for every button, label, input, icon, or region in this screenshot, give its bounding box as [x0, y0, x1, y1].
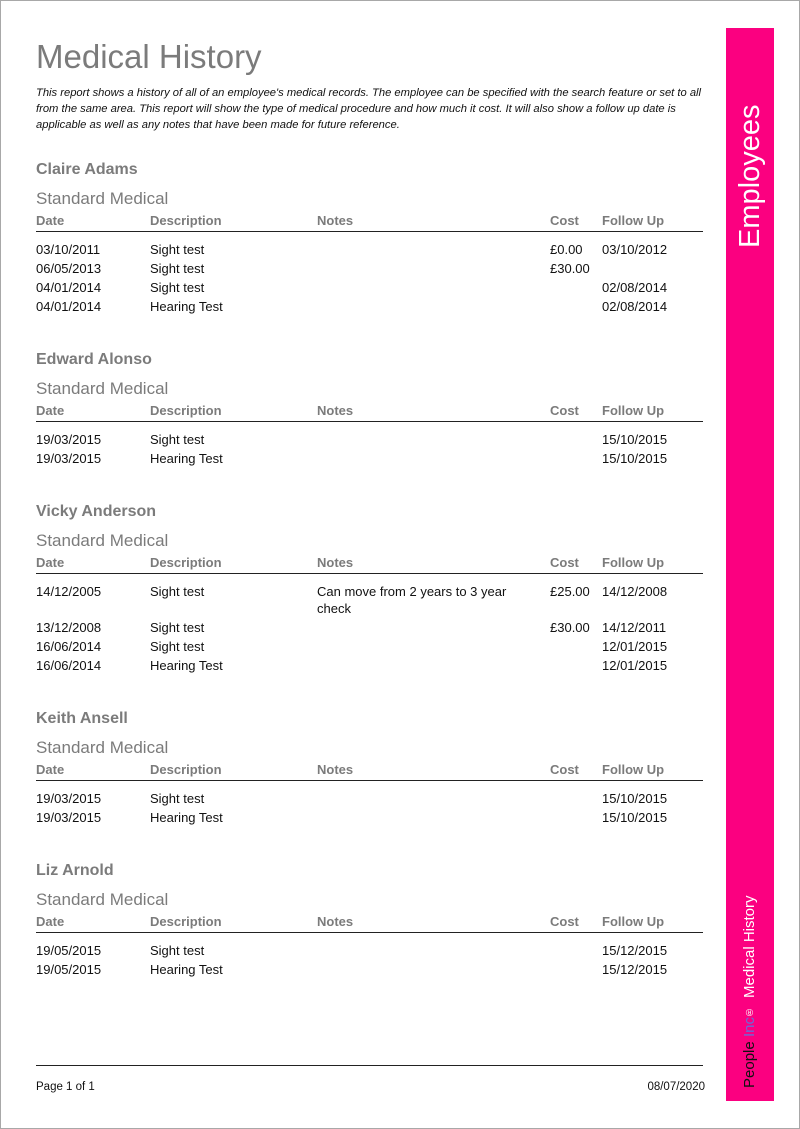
record-date: 14/12/2005	[36, 584, 102, 599]
column-header-notes: Notes	[317, 914, 354, 929]
table-row	[36, 638, 703, 657]
brand-registered-mark: ®	[744, 1006, 755, 1018]
column-header-follow-up: Follow Up	[602, 762, 665, 777]
column-header-cost: Cost	[550, 403, 579, 418]
record-date: 16/06/2014	[36, 639, 102, 654]
record-description: Sight test	[150, 280, 205, 295]
record-description: Hearing Test	[150, 810, 223, 825]
column-header-notes: Notes	[317, 213, 354, 228]
record-list	[36, 232, 703, 317]
table-row	[36, 431, 703, 450]
column-header-description: Description	[150, 762, 222, 777]
column-header-row	[36, 401, 703, 422]
record-cost: £30.00	[550, 261, 590, 276]
column-header-cost: Cost	[550, 914, 579, 929]
table-row	[36, 619, 703, 638]
record-notes: Can move from 2 years to 3 year check	[317, 584, 507, 616]
medical-category: Standard Medical	[36, 379, 169, 398]
record-cost: £0.00	[550, 242, 583, 257]
table-row	[36, 583, 703, 619]
record-date: 19/03/2015	[36, 432, 102, 447]
record-follow-up: 15/12/2015	[602, 943, 668, 958]
table-row	[36, 961, 703, 980]
footer-divider	[36, 1065, 703, 1066]
column-header-row	[36, 760, 703, 781]
record-description: Sight test	[150, 943, 205, 958]
report-content	[36, 151, 703, 980]
table-row	[36, 298, 703, 317]
employee-section	[36, 501, 703, 676]
column-header-follow-up: Follow Up	[602, 555, 665, 570]
record-date: 19/05/2015	[36, 943, 102, 958]
record-date: 19/03/2015	[36, 451, 102, 466]
table-row	[36, 942, 703, 961]
record-follow-up: 15/10/2015	[602, 810, 668, 825]
column-header-date: Date	[36, 213, 65, 228]
column-header-follow-up: Follow Up	[602, 213, 665, 228]
table-row	[36, 809, 703, 828]
medical-category: Standard Medical	[36, 738, 169, 757]
record-date: 13/12/2008	[36, 620, 102, 635]
record-follow-up: 14/12/2008	[602, 584, 668, 599]
employee-section	[36, 349, 703, 469]
print-date: 08/07/2020	[647, 1081, 705, 1093]
column-header-cost: Cost	[550, 555, 579, 570]
record-description: Sight test	[150, 791, 205, 806]
record-list	[36, 781, 703, 828]
record-follow-up: 02/08/2014	[602, 299, 668, 314]
column-header-date: Date	[36, 403, 65, 418]
record-date: 03/10/2011	[36, 242, 101, 257]
record-date: 06/05/2013	[36, 261, 102, 276]
employee-section	[36, 860, 703, 980]
column-header-description: Description	[150, 914, 222, 929]
record-description: Sight test	[150, 261, 205, 276]
record-follow-up: 02/08/2014	[602, 280, 668, 295]
record-list	[36, 422, 703, 469]
record-follow-up: 15/10/2015	[602, 432, 668, 447]
record-follow-up: 14/12/2011	[602, 620, 667, 635]
employee-name: Vicky Anderson	[36, 503, 157, 520]
brand-inc: Inc	[741, 1017, 758, 1038]
employee-name: Claire Adams	[36, 161, 138, 178]
column-header-description: Description	[150, 213, 222, 228]
record-list	[36, 574, 703, 676]
column-header-notes: Notes	[317, 762, 354, 777]
column-header-follow-up: Follow Up	[602, 403, 665, 418]
record-date: 19/03/2015	[36, 810, 102, 825]
column-header-cost: Cost	[550, 213, 579, 228]
medical-category: Standard Medical	[36, 890, 169, 909]
record-description: Hearing Test	[150, 658, 223, 673]
sidebar-brand	[734, 866, 766, 1088]
column-header-date: Date	[36, 555, 65, 570]
record-follow-up: 15/12/2015	[602, 962, 668, 977]
table-row	[36, 657, 703, 676]
record-follow-up: 15/10/2015	[602, 791, 668, 806]
record-date: 19/03/2015	[36, 791, 102, 806]
record-description: Hearing Test	[150, 962, 223, 977]
sidebar-band	[726, 28, 774, 1101]
brand-people: People	[741, 1041, 758, 1088]
record-follow-up: 12/01/2015	[602, 658, 668, 673]
record-description: Hearing Test	[150, 299, 223, 314]
record-date: 19/05/2015	[36, 962, 102, 977]
record-list	[36, 933, 703, 980]
table-row	[36, 790, 703, 809]
record-date: 04/01/2014	[36, 280, 102, 295]
employee-name: Liz Arnold	[36, 862, 114, 879]
column-header-row	[36, 553, 703, 574]
record-description: Sight test	[150, 584, 205, 599]
column-header-follow-up: Follow Up	[602, 914, 665, 929]
employee-name: Edward Alonso	[36, 351, 152, 368]
table-row	[36, 450, 703, 469]
report-intro: This report shows a history of all of an employee's medical records. The employee can be specified with the search feature or set to all from the same area. This report will show the type of medical procedure and how much it cost. It will also show a follow up date is applicable as well as any notes that have been made for future reference.	[36, 87, 702, 131]
sidebar-report-name: Medical History	[741, 895, 758, 998]
column-header-cost: Cost	[550, 762, 579, 777]
sidebar-title: Employees	[734, 104, 766, 248]
column-header-row	[36, 912, 703, 933]
column-header-date: Date	[36, 914, 65, 929]
record-description: Sight test	[150, 620, 205, 635]
table-row	[36, 241, 703, 260]
employee-section	[36, 708, 703, 828]
column-header-description: Description	[150, 555, 222, 570]
table-row	[36, 279, 703, 298]
record-follow-up: 03/10/2012	[602, 242, 668, 257]
column-header-notes: Notes	[317, 403, 354, 418]
column-header-row	[36, 211, 703, 232]
employee-section	[36, 159, 703, 317]
record-date: 04/01/2014	[36, 299, 102, 314]
record-description: Sight test	[150, 639, 205, 654]
record-follow-up: 15/10/2015	[602, 451, 668, 466]
record-cost: £25.00	[550, 584, 590, 599]
medical-category: Standard Medical	[36, 531, 169, 550]
record-follow-up: 12/01/2015	[602, 639, 668, 654]
record-cost: £30.00	[550, 620, 590, 635]
record-description: Hearing Test	[150, 451, 223, 466]
record-description: Sight test	[150, 242, 205, 257]
column-header-description: Description	[150, 403, 222, 418]
employee-name: Keith Ansell	[36, 710, 128, 727]
page-title: Medical History	[36, 38, 262, 75]
column-header-date: Date	[36, 762, 65, 777]
column-header-notes: Notes	[317, 555, 354, 570]
record-date: 16/06/2014	[36, 658, 102, 673]
record-description: Sight test	[150, 432, 205, 447]
table-row	[36, 260, 703, 279]
page-number: Page 1 of 1	[36, 1081, 95, 1093]
medical-category: Standard Medical	[36, 189, 169, 208]
